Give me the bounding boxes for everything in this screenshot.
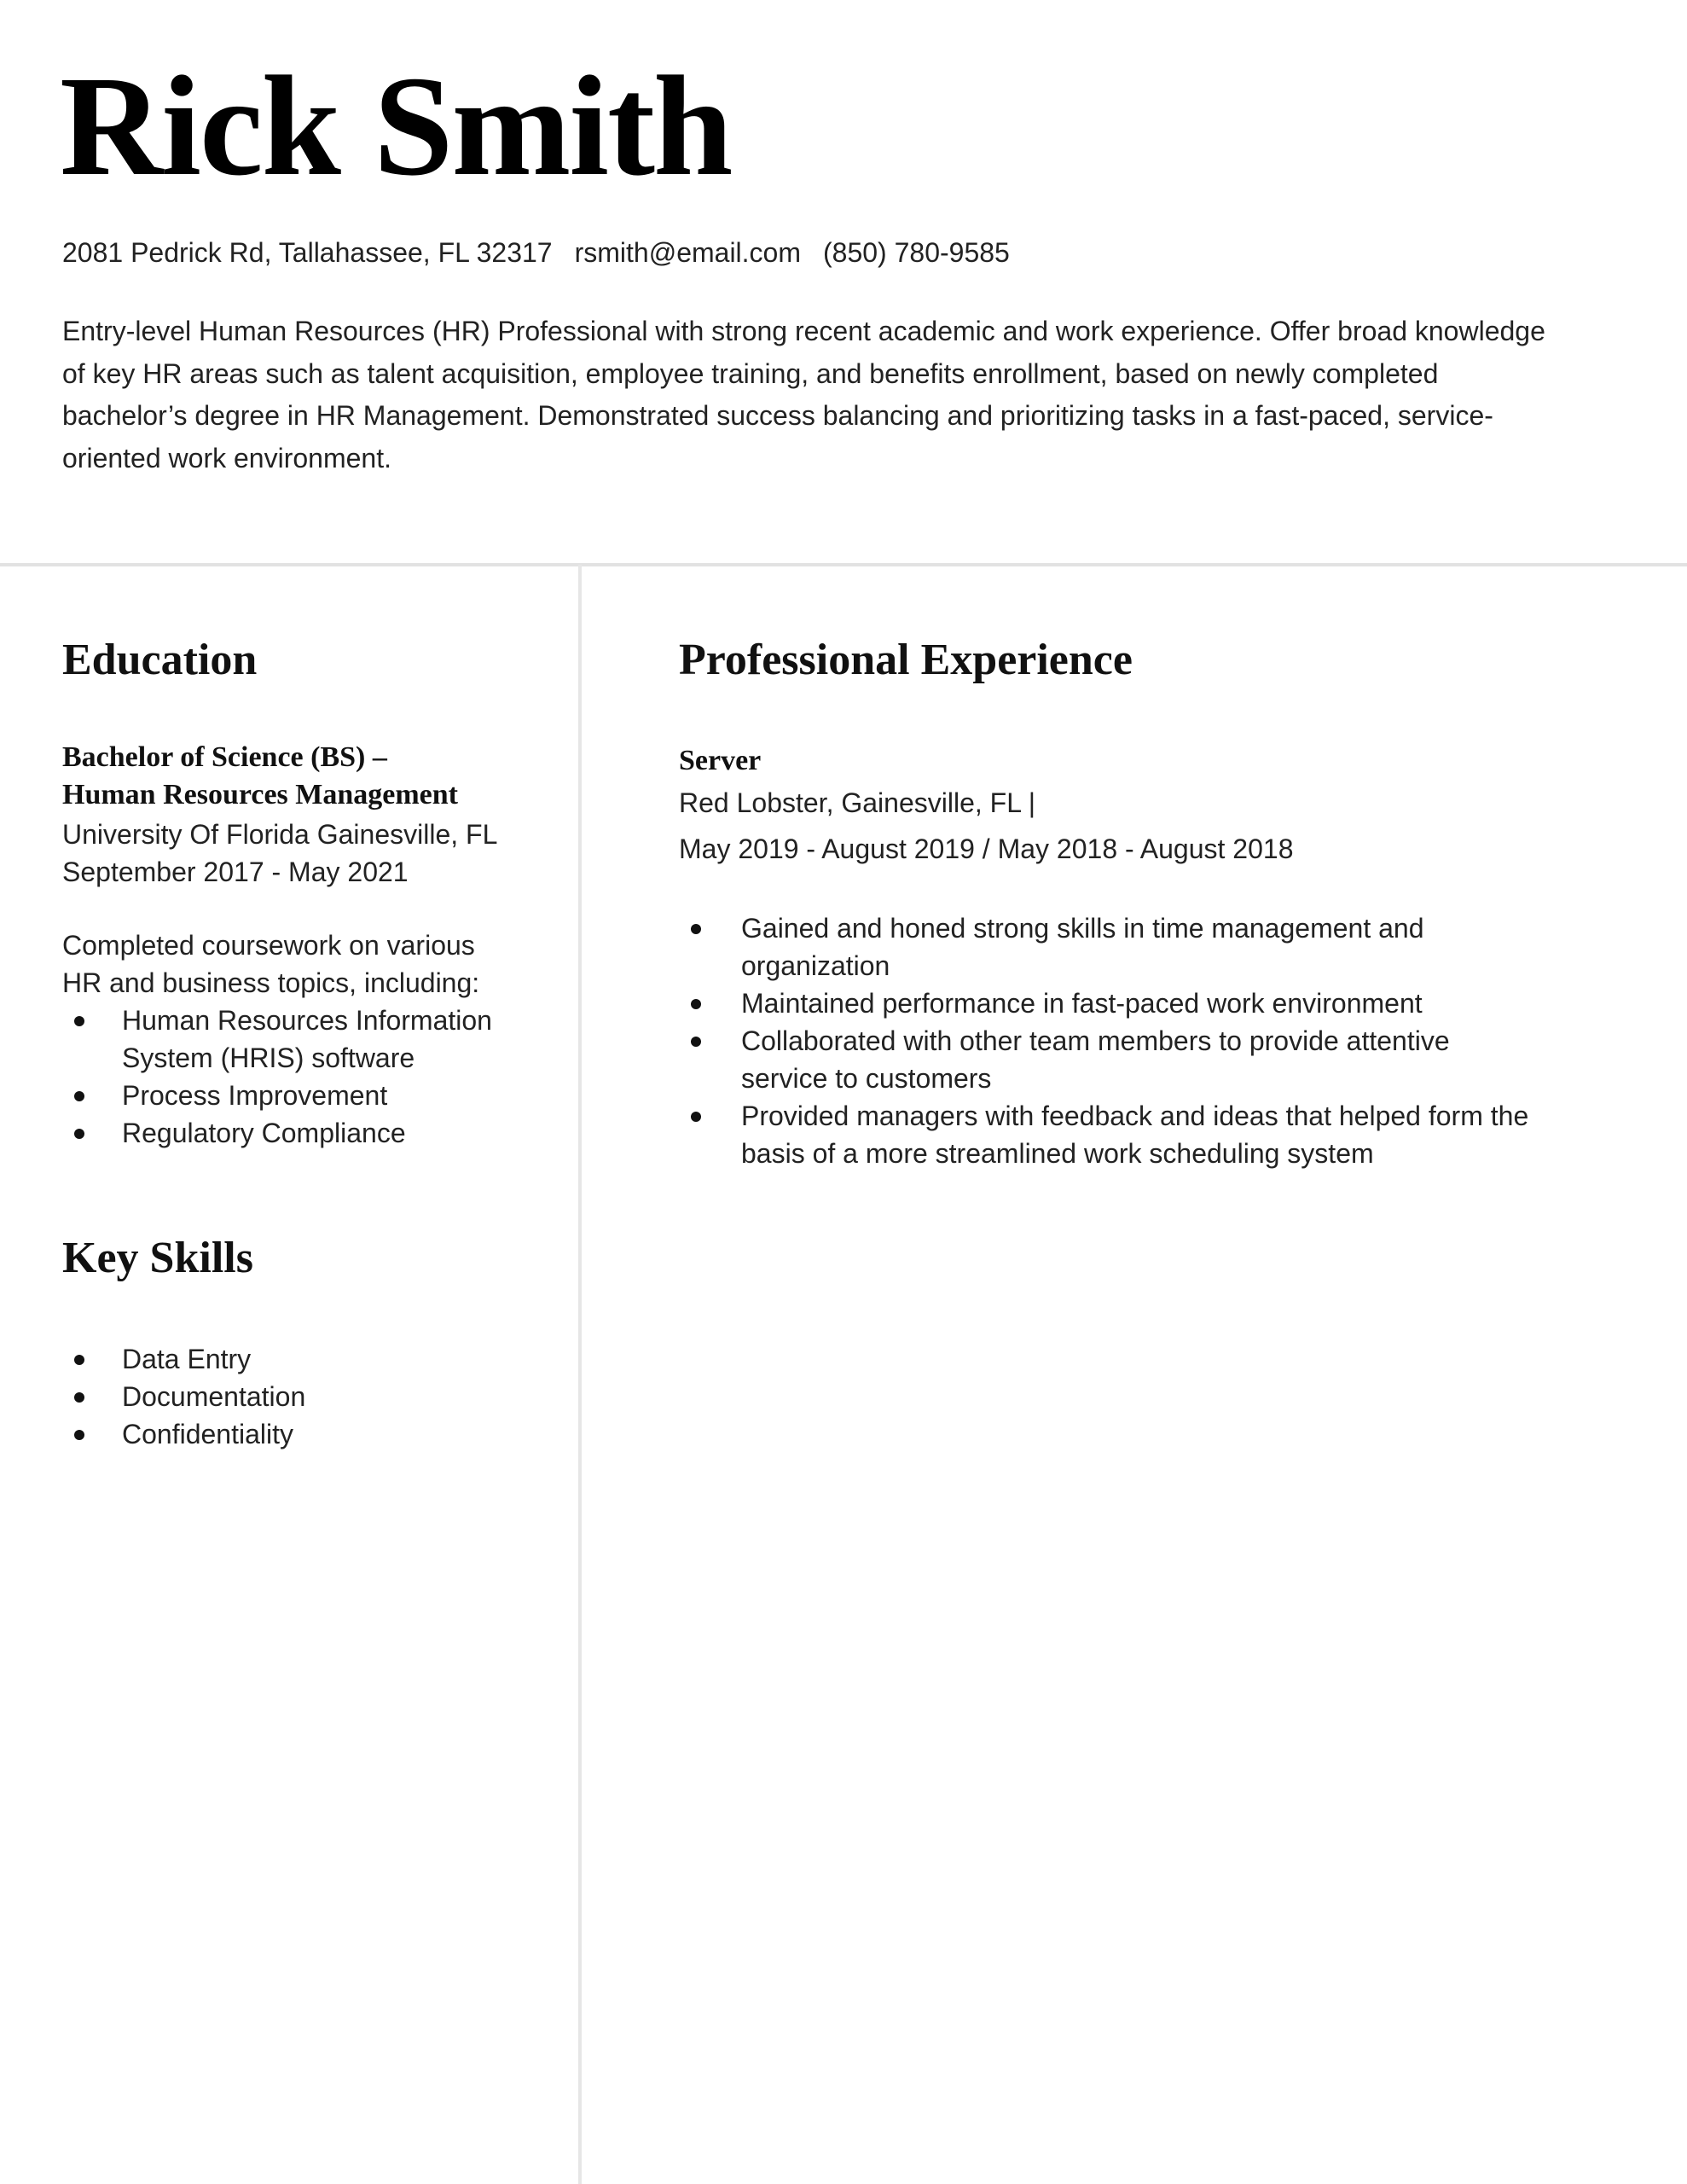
- education-heading: Education: [62, 636, 258, 684]
- bullet-icon: [74, 1129, 84, 1139]
- skills-heading: Key Skills: [62, 1234, 253, 1282]
- list-item: Maintained performance in fast-paced work environment: [679, 985, 1532, 1022]
- experience-bullets: [679, 909, 1532, 1172]
- list-item: Gained and honed strong skills in time management and organization: [679, 909, 1532, 985]
- coursework-list: [62, 1002, 540, 1152]
- list-item: Documentation: [62, 1378, 540, 1415]
- list-item: Provided managers with feedback and ideas that helped form the basis of a more streamlined work scheduling system: [679, 1097, 1532, 1172]
- address: 2081 Pedrick Rd, Tallahassee, FL 32317: [62, 237, 553, 268]
- experience-heading: Professional Experience: [679, 636, 1133, 684]
- job-title: Server: [679, 745, 762, 776]
- education-entry: [62, 739, 557, 1152]
- bullet-icon: [74, 1392, 84, 1403]
- email: rsmith@email.com: [574, 237, 801, 268]
- bullet-icon: [691, 1112, 701, 1122]
- school: University Of Florida Gainesville, FL: [62, 819, 498, 850]
- list-item: Data Entry: [62, 1340, 540, 1378]
- horizontal-divider: [0, 563, 1687, 566]
- bullet-icon: [691, 924, 701, 934]
- vertical-divider: [578, 565, 582, 2184]
- bullet-icon: [691, 1037, 701, 1047]
- list-item: Process Improvement: [62, 1077, 540, 1114]
- contact-line: [62, 235, 1032, 270]
- list-item: Collaborated with other team members to provide attentive service to customers: [679, 1022, 1532, 1097]
- summary: Entry-level Human Resources (HR) Professional with strong recent academic and work experience. Offer broad knowledge of key HR areas such as talent acquisition, employee training, and benefits enrollment, based on newly completed bachelor’s degree in HR Management. Demonstrated success balancing and prioritizing tasks in a fast-paced, service-oriented work environment.: [62, 316, 1545, 473]
- degree-line-2: Human Resources Management: [62, 779, 458, 810]
- company: Red Lobster, Gainesville, FL |: [679, 787, 1035, 818]
- bullet-icon: [74, 1091, 84, 1101]
- list-item: Confidentiality: [62, 1415, 540, 1453]
- job-dates: May 2019 - August 2019 / May 2018 - August 2018: [679, 834, 1294, 864]
- bullet-icon: [74, 1430, 84, 1440]
- coursework-intro: Completed coursework on various HR and business topics, including:: [62, 930, 480, 998]
- degree-line-1: Bachelor of Science (BS) –: [62, 741, 387, 773]
- list-item: Human Resources Information System (HRIS) software: [62, 1002, 540, 1077]
- skills-list: [62, 1340, 540, 1453]
- bullet-icon: [74, 1355, 84, 1365]
- bullet-icon: [691, 999, 701, 1009]
- candidate-name: Rick Smith: [60, 47, 732, 206]
- phone: (850) 780-9585: [823, 237, 1010, 268]
- bullet-icon: [74, 1016, 84, 1026]
- list-item: Regulatory Compliance: [62, 1114, 540, 1152]
- experience-entry: [679, 742, 1532, 1172]
- education-dates: September 2017 - May 2021: [62, 857, 409, 887]
